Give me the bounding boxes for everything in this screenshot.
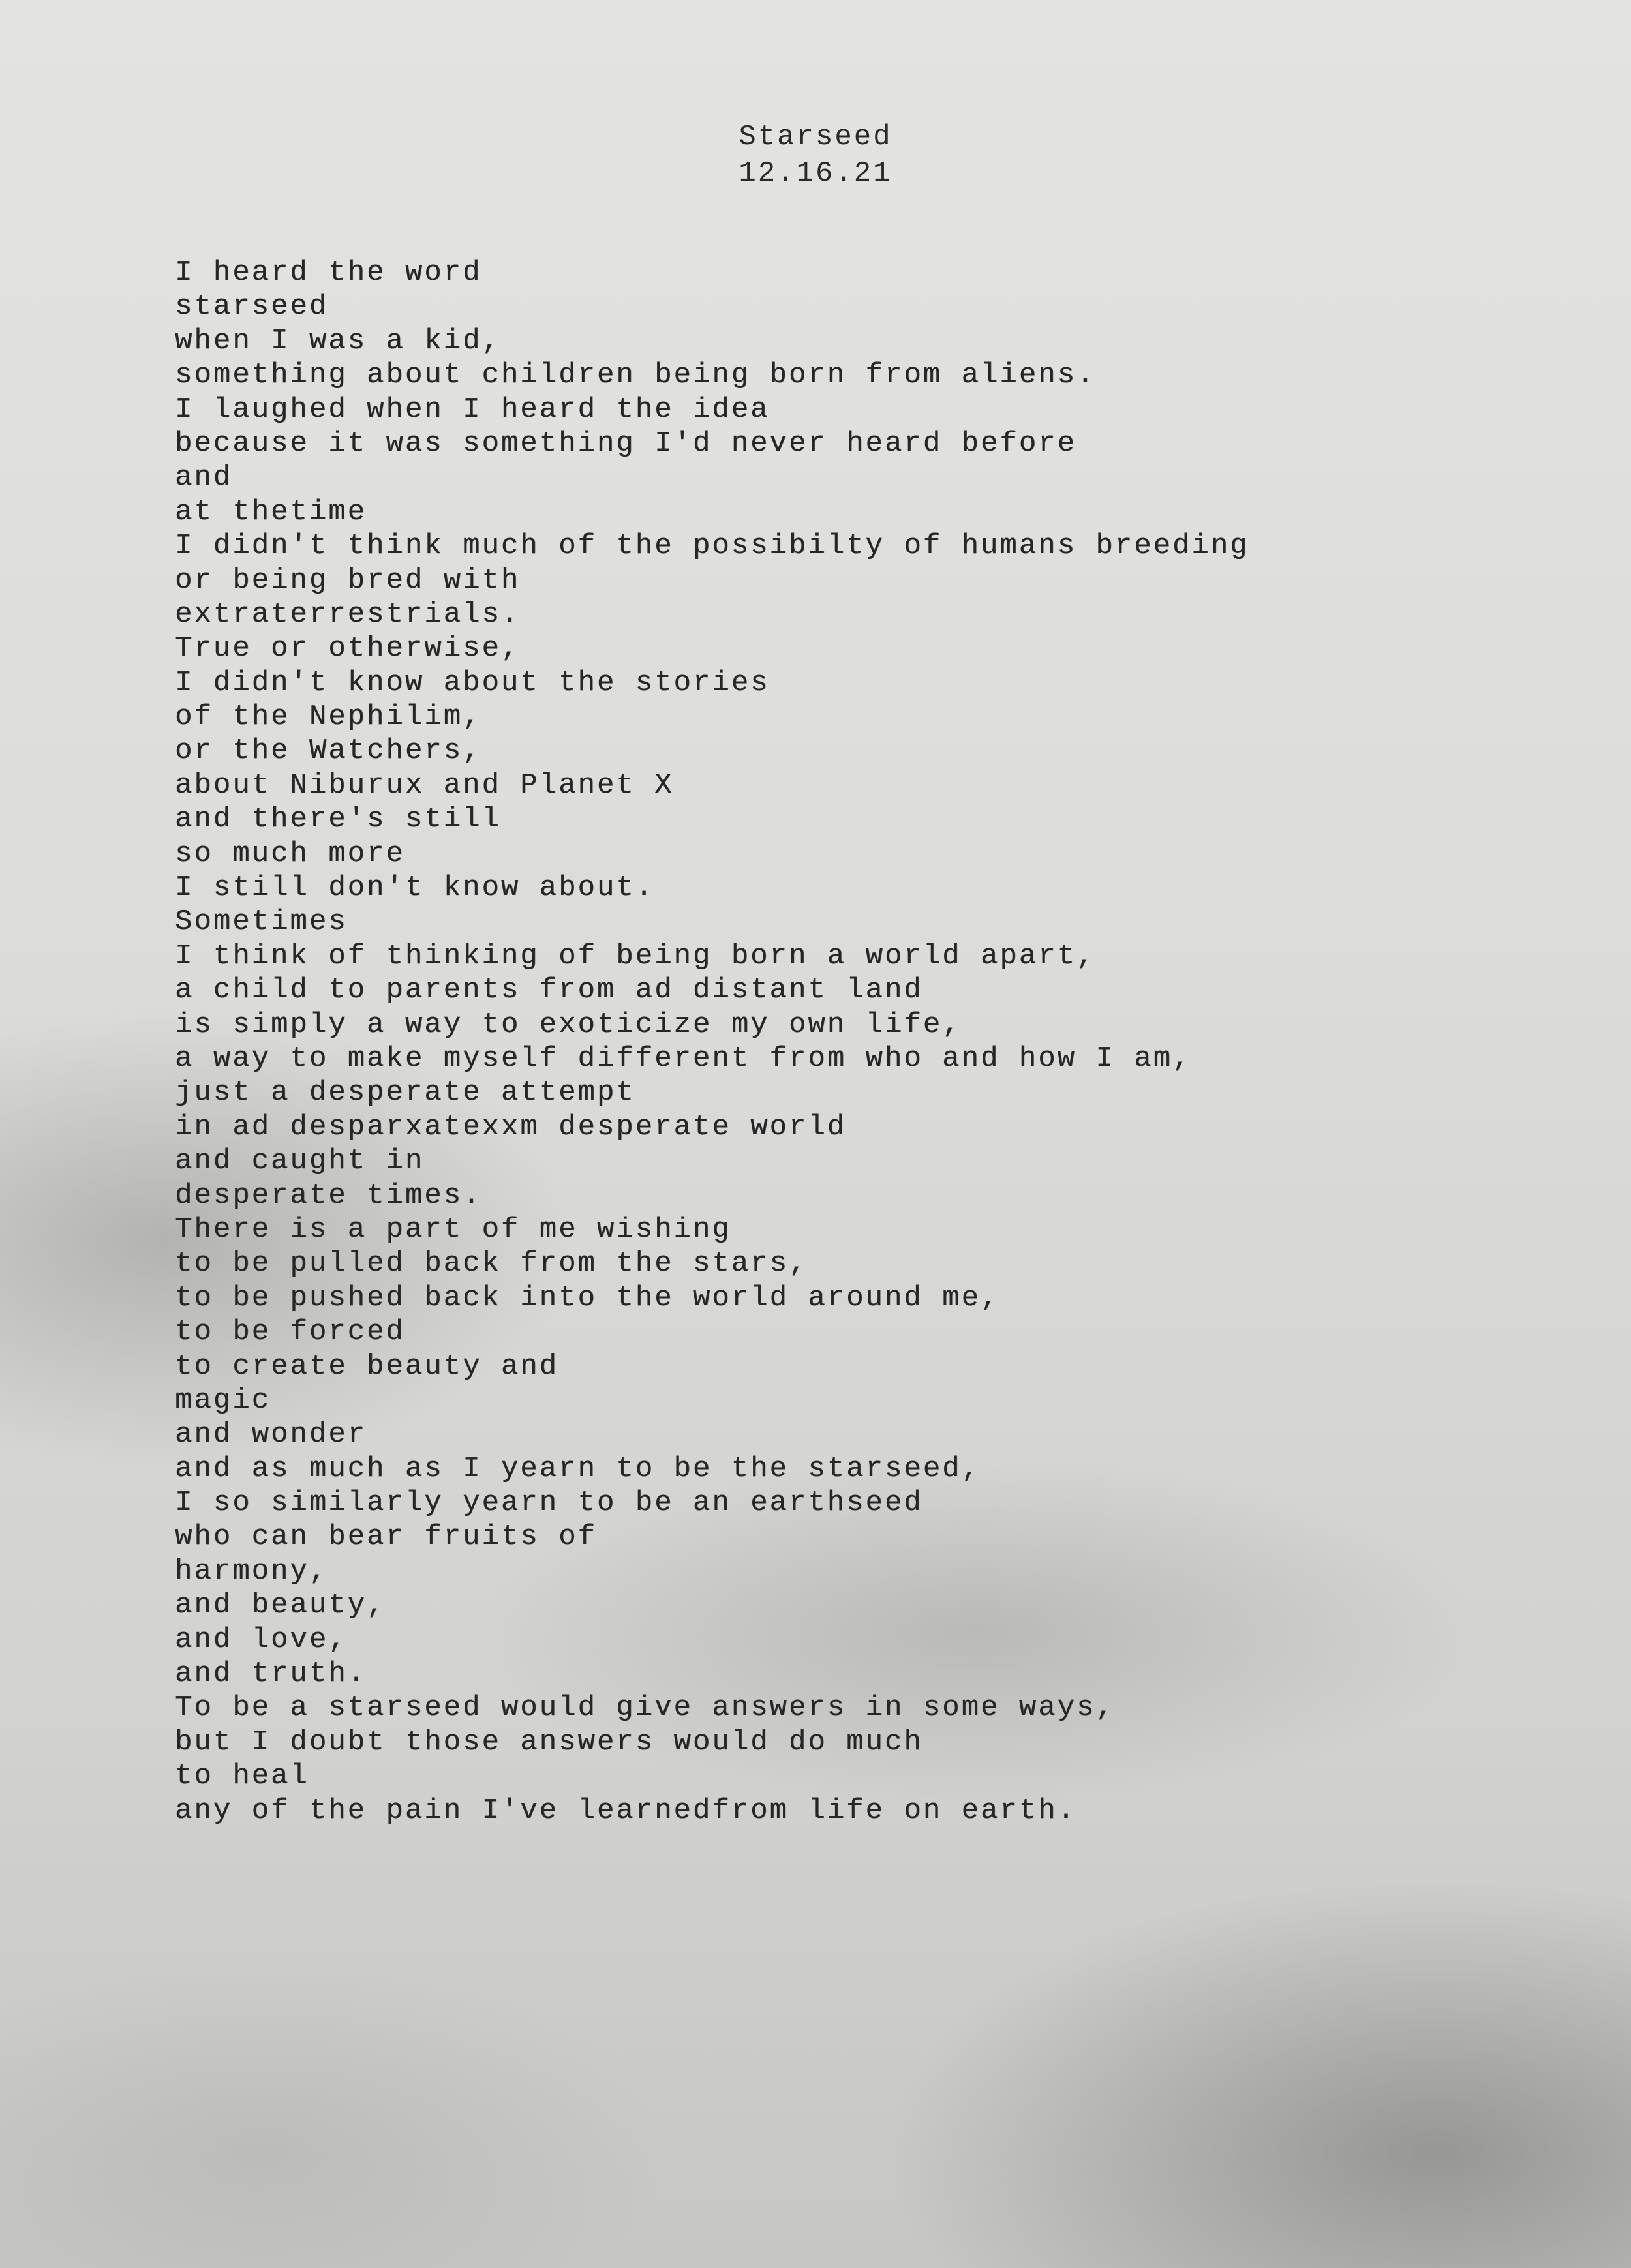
poem-line: at thetime bbox=[175, 495, 367, 528]
poem-line: a child to parents from ad distant land bbox=[175, 974, 923, 1007]
poem-line: desperate times. bbox=[175, 1179, 482, 1212]
poem-line: I heard the word bbox=[175, 256, 482, 289]
poem-line: I so similarly yearn to be an earthseed bbox=[175, 1487, 923, 1520]
poem-line: I think of thinking of being born a world apart, bbox=[175, 939, 1096, 973]
poem-line: and wonder bbox=[175, 1418, 367, 1451]
poem-line: something about children being born from aliens. bbox=[175, 359, 1096, 392]
poem-line: or the Watchers, bbox=[175, 734, 482, 768]
poem-line: to be pulled back from the stars, bbox=[175, 1247, 808, 1280]
poem-line: and as much as I yearn to be the starseed, bbox=[175, 1452, 981, 1485]
poem-line: and bbox=[175, 461, 233, 494]
poem-line: I didn't know about the stories bbox=[175, 666, 770, 699]
poem-line: just a desperate attempt bbox=[175, 1076, 635, 1110]
poem-line: True or otherwise, bbox=[175, 632, 521, 665]
poem-line: any of the pain I've learnedfrom life on earth. bbox=[175, 1794, 1077, 1827]
poem-line: To be a starseed would give answers in some ways, bbox=[175, 1691, 1115, 1725]
poem-line: because it was something I'd never heard before bbox=[175, 427, 1077, 460]
poem-line: to heal bbox=[175, 1760, 309, 1793]
poem-line: I didn't think much of the possibilty of humans breeding bbox=[175, 530, 1249, 563]
poem-line: harmony, bbox=[175, 1554, 329, 1588]
poem-line: and truth. bbox=[175, 1657, 367, 1691]
poem-line: in ad desparxatexxm desperate world bbox=[175, 1110, 847, 1143]
poem-body bbox=[175, 256, 1545, 1828]
poem-line: about Niburux and Planet X bbox=[175, 768, 674, 802]
poem-line: to be forced bbox=[175, 1316, 405, 1349]
poem-line: so much more bbox=[175, 837, 405, 870]
poem-line: to be pushed back into the world around me, bbox=[175, 1281, 1000, 1314]
poem-line: There is a part of me wishing bbox=[175, 1213, 731, 1246]
poem-line: a way to make myself different from who and how I am, bbox=[175, 1042, 1192, 1075]
poem-line: magic bbox=[175, 1383, 271, 1417]
poem-title: Starseed bbox=[739, 121, 892, 153]
poem-line: of the Nephilim, bbox=[175, 701, 482, 734]
poem-line: who can bear fruits of bbox=[175, 1520, 597, 1554]
poem-line: and beauty, bbox=[175, 1589, 386, 1622]
poem-line: starseed bbox=[175, 290, 329, 324]
poem-line: I laughed when I heard the idea bbox=[175, 393, 770, 426]
poem-line: and love, bbox=[175, 1623, 348, 1656]
poem-line: when I was a kid, bbox=[175, 324, 501, 357]
poem-line: to create beauty and bbox=[175, 1350, 559, 1383]
poem-line: I still don't know about. bbox=[175, 871, 655, 905]
poem-line: extraterrestrials. bbox=[175, 597, 521, 631]
poem-line: or being bred with bbox=[175, 564, 521, 597]
poem-date: 12.16.21 bbox=[739, 157, 892, 190]
poem-line: Sometimes bbox=[175, 905, 348, 939]
poem-line: is simply a way to exoticize my own life, bbox=[175, 1008, 962, 1041]
poem-line: and caught in bbox=[175, 1145, 425, 1178]
poem-line: and there's still bbox=[175, 803, 501, 836]
poem-line: but I doubt those answers would do much bbox=[175, 1725, 923, 1759]
